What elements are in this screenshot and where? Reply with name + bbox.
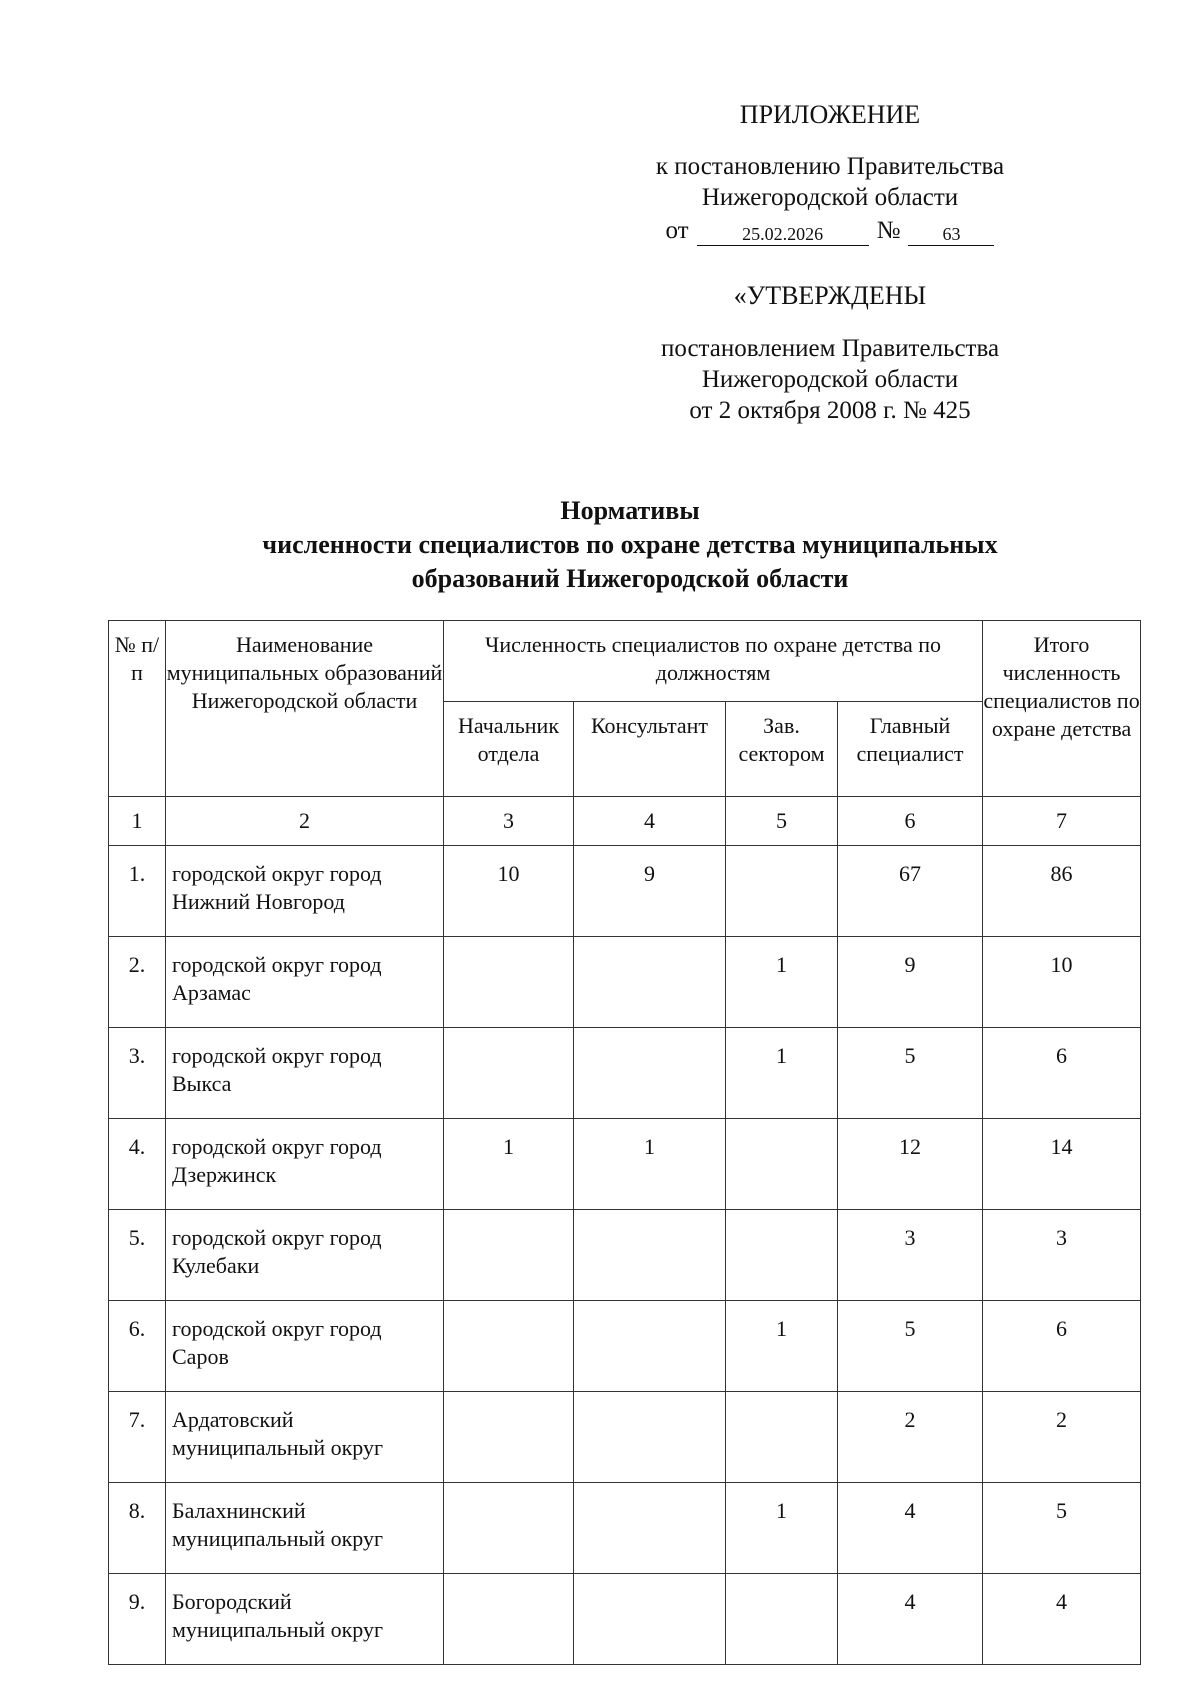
document-title-line-3: образований Нижегородской области [411,564,849,593]
decree-reference-line-2: Нижегородской области [701,184,959,211]
row-number: 7. [109,1392,166,1483]
municipality-name: Ардатовский муниципальный округ [166,1392,444,1483]
approval-reference [600,333,1060,426]
head-of-sector-count [726,846,838,937]
chief-specialist-count: 5 [838,1301,983,1392]
approval-line-3: от 2 октября 2008 г. № 425 [689,397,971,424]
consultant-count [574,1028,726,1119]
head-of-department-count [444,937,574,1028]
chief-specialist-count: 4 [838,1574,983,1665]
consultant-count [574,1574,726,1665]
municipality-name: Богородский муниципальный округ [166,1574,444,1665]
total-count: 5 [983,1483,1141,1574]
table-header-row-1 [109,621,1141,702]
total-count: 10 [983,937,1141,1028]
decree-date-line [600,215,1060,246]
total-count: 4 [983,1574,1141,1665]
row-number: 1. [109,846,166,937]
appendix-title: ПРИЛОЖЕНИЕ [739,100,921,129]
chief-specialist-count: 3 [838,1210,983,1301]
row-number: 3. [109,1028,166,1119]
head-of-department-count [444,1483,574,1574]
number-label: № [876,217,901,244]
head-of-sector-count: 1 [726,1028,838,1119]
chief-specialist-count: 9 [838,937,983,1028]
head-of-sector-count: 1 [726,1483,838,1574]
approval-line-2: Нижегородской области [701,366,959,393]
row-number: 2. [109,937,166,1028]
municipality-name: городской округ город Нижний Новгород [166,846,444,937]
chief-specialist-count: 4 [838,1483,983,1574]
municipality-name: городской округ город Дзержинск [166,1119,444,1210]
total-count: 6 [983,1301,1141,1392]
decree-date-field: 25.02.2026 [697,223,869,246]
total-count: 2 [983,1392,1141,1483]
head-of-department-count [444,1301,574,1392]
total-count: 3 [983,1210,1141,1301]
consultant-count: 9 [574,846,726,937]
header-total: Итого численность специалистов по охране детства [983,621,1141,797]
column-number: 5 [726,797,838,846]
decree-reference-line-1: к постановлению Правительства [655,153,1005,180]
approval-title: «УТВЕРЖДЕНЫ [733,281,927,310]
header-head-of-sector: Зав. сектором [726,702,838,797]
table-row [109,1119,1141,1210]
table-row [109,1210,1141,1301]
column-number: 7 [983,797,1141,846]
head-of-department-count [444,1392,574,1483]
head-of-sector-count [726,1210,838,1301]
consultant-count [574,1392,726,1483]
approval-line-1: постановлением Правительства [660,335,1000,362]
municipality-name: городской округ город Арзамас [166,937,444,1028]
column-number: 6 [838,797,983,846]
municipality-name: городской округ город Выкса [166,1028,444,1119]
head-of-department-count [444,1574,574,1665]
row-number: 6. [109,1301,166,1392]
table-row [109,1574,1141,1665]
head-of-sector-count: 1 [726,937,838,1028]
row-number: 9. [109,1574,166,1665]
head-of-department-count [444,1028,574,1119]
chief-specialist-count: 5 [838,1028,983,1119]
table-row [109,1483,1141,1574]
header-head-of-department: Начальник отдела [444,702,574,797]
table-row [109,1028,1141,1119]
total-count: 6 [983,1028,1141,1119]
consultant-count [574,937,726,1028]
document-title [150,494,1110,596]
head-of-sector-count [726,1392,838,1483]
table-row [109,846,1141,937]
chief-specialist-count: 67 [838,846,983,937]
chief-specialist-count: 12 [838,1119,983,1210]
total-count: 14 [983,1119,1141,1210]
table-row [109,937,1141,1028]
total-count: 86 [983,846,1141,937]
row-number: 8. [109,1483,166,1574]
municipality-name: Балахнинский муниципальный округ [166,1483,444,1574]
municipality-name: городской округ город Саров [166,1301,444,1392]
consultant-count [574,1301,726,1392]
from-label: от [665,217,689,244]
header-consultant: Консультант [574,702,726,797]
table-row [109,1392,1141,1483]
header-name: Наименование муниципальных образований Нижегородской области [166,621,444,797]
column-number: 4 [574,797,726,846]
consultant-count: 1 [574,1119,726,1210]
consultant-count [574,1210,726,1301]
head-of-sector-count [726,1574,838,1665]
document-title-line-2: численности специалистов по охране детства муниципальных [262,530,998,559]
document-title-line-1: Нормативы [560,496,700,525]
chief-specialist-count: 2 [838,1392,983,1483]
head-of-department-count: 10 [444,846,574,937]
column-number: 1 [109,797,166,846]
header-num: № п/п [109,621,166,797]
decree-reference [600,151,1060,246]
consultant-count [574,1483,726,1574]
header-positions-group: Численность специалистов по охране детства по должностям [444,621,983,702]
header-chief-specialist: Главный специалист [838,702,983,797]
row-number: 4. [109,1119,166,1210]
table-row [109,1301,1141,1392]
column-numbers-row [109,797,1141,846]
row-number: 5. [109,1210,166,1301]
norms-table [108,620,1141,1665]
municipality-name: городской округ город Кулебаки [166,1210,444,1301]
head-of-department-count: 1 [444,1119,574,1210]
head-of-department-count [444,1210,574,1301]
head-of-sector-count [726,1119,838,1210]
head-of-sector-count: 1 [726,1301,838,1392]
decree-number-field: 63 [908,223,994,246]
column-number: 3 [444,797,574,846]
column-number: 2 [166,797,444,846]
